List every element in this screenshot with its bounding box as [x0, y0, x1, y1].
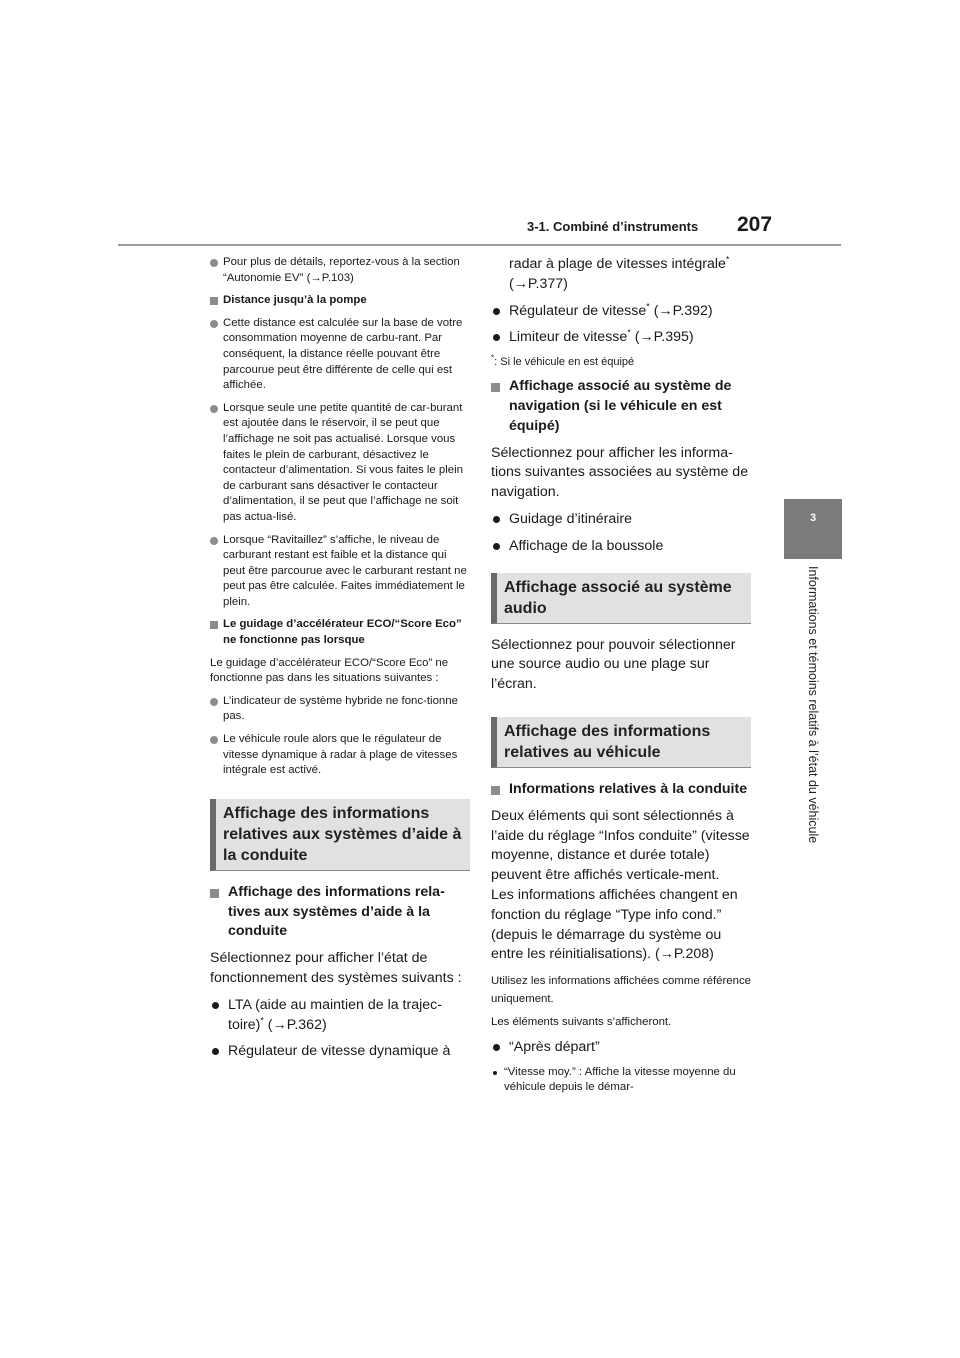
chapter-title-band — [784, 560, 842, 890]
bullet-acc: Régulateur de vitesse dynamique à — [210, 1042, 470, 1062]
section-title: 3-1. Combiné d’instruments — [527, 219, 699, 234]
right-column — [491, 255, 751, 1102]
chapter-tab — [784, 499, 842, 559]
bullet-pump-low: Lorsque “Ravitaillez” s’affiche, le niveau de carburant restant est faible et la distance qui peut être parcourue avec le carburant restant ne peut pas être calculée. Faites immédiatement le plein. — [210, 533, 470, 611]
left-column — [210, 255, 470, 1069]
eco-guide-intro: Le guidage d’accélérateur ECO/“Score Eco” ne fonctionne pas dans les situations suivantes : — [210, 656, 449, 685]
asterisk-acc: * — [725, 254, 730, 265]
subheading-driving-assist: Affichage des informations rela-tives aux systèmes d’aide à la conduite — [210, 883, 470, 942]
bullet-eco-cruise: Le véhicule roule alors que le régulateur de vitesse dynamique à radar à plage de vitesses intégrale est activé. — [210, 732, 470, 779]
lim-text: Limiteur de vitesse — [509, 329, 628, 346]
cc-ref: (→P.392) — [653, 302, 713, 319]
acc-continuation — [491, 255, 751, 295]
items-intro: Les éléments suivants s’afficheront. — [491, 1016, 672, 1029]
bullet-pump-calc: Cette distance est calculée sur la base de votre consommation moyenne de carbu-rant. Par conséquent, la distance réelle pouvant être parcourue peut être différente de celle qui est affichée. — [210, 316, 470, 394]
asterisk-lta: * — [260, 1014, 264, 1025]
bullet-pump-refuel: Lorsque seule une petite quantité de car-burant est ajoutée dans le réservoir, il se peut que l’affichage ne soit pas actualisé. Lorsque vous faites le plein de carburant, désactivez le contacteur d’alimentation. Si vous faites le plein de carburant sans désactiver le contacteur d’alimentation, il se peut que l’affichage ne soit pas actua-lisé. — [210, 401, 470, 526]
page-number: 207 — [737, 213, 773, 236]
bullet-after-start: “Après départ” — [491, 1038, 751, 1058]
driving-info-text: Deux éléments qui sont sélectionnés à l’aide du réglage “Infos conduite” (vitesse moyenne, distance et durée totale) peuvent être affichés verticale-ment. — [491, 807, 750, 884]
driving-info-type: Les informations affichées changent en fonction du réglage “Type info cond.” (depuis le démarrage du système ou entre les réinitialisations). (→P.208) — [491, 886, 738, 963]
footnote-asterisk: * — [491, 353, 495, 363]
bullet-lta — [210, 996, 470, 1036]
subheading-pump-distance: Distance jusqu’à la pompe — [210, 293, 470, 309]
bullet-route-guidance: Guidage d’itinéraire — [491, 510, 751, 530]
section-heading-vehicle-info: Affichage des informations relatives au véhicule — [491, 717, 751, 768]
reference-note: Utilisez les informations affichées comme référence uniquement. — [491, 975, 751, 1006]
chapter-title: Informations et témoins relatifs à l’état du véhicule — [806, 566, 820, 844]
lta-text: LTA (aide au maintien de la trajec-toire) — [228, 996, 442, 1033]
subheading-eco-guide: Le guidage d’accélérateur ECO/“Score Eco” ne fonctionne pas lorsque — [210, 617, 470, 648]
bullet-compass: Affichage de la boussole — [491, 537, 751, 557]
footnote-text: : Si le véhicule en est équipé — [494, 356, 635, 369]
navigation-intro: Sélectionnez pour afficher les informa-tions suivantes associées au système de navigation. — [491, 444, 749, 501]
bullet-avg-speed: “Vitesse moy.” : Affiche la vitesse moyenne du véhicule depuis le démar- — [491, 1065, 751, 1096]
lta-ref: (→P.362) — [267, 1016, 327, 1033]
acc-ref: (→P.377) — [509, 275, 568, 292]
subheading-driving-info: Informations relatives à la conduite — [491, 780, 751, 800]
bullet-ev-range: Pour plus de détails, reportez-vous à la section “Autonomie EV” (→P.103) — [210, 255, 470, 286]
section-heading-audio: Affichage associé au système audio — [491, 573, 751, 624]
bullet-eco-hybrid: L’indicateur de système hybride ne fonc-tionne pas. — [210, 694, 470, 725]
lim-ref: (→P.395) — [634, 329, 694, 346]
subheading-navigation: Affichage associé au système de navigation (si le véhicule en est équipé) — [491, 377, 751, 436]
bullet-speed-limiter — [491, 328, 751, 348]
footnote — [491, 355, 751, 369]
acc-cont-text: radar à plage de vitesses intégrale — [509, 256, 726, 272]
audio-intro: Sélectionnez pour pouvoir sélectionner une source audio ou une plage sur l’écran. — [491, 636, 736, 693]
asterisk-lim: * — [627, 327, 631, 338]
header-rule — [118, 244, 841, 246]
cc-text: Régulateur de vitesse — [509, 302, 647, 319]
bullet-cruise-control — [491, 302, 751, 322]
section-heading-driving-assist: Affichage des informations relatives aux systèmes d’aide à la conduite — [210, 799, 470, 871]
chapter-number: 3 — [809, 512, 817, 524]
driving-assist-intro: Sélectionnez pour afficher l’état de fonctionnement des systèmes suivants : — [210, 950, 462, 986]
asterisk-cc: * — [646, 300, 650, 311]
